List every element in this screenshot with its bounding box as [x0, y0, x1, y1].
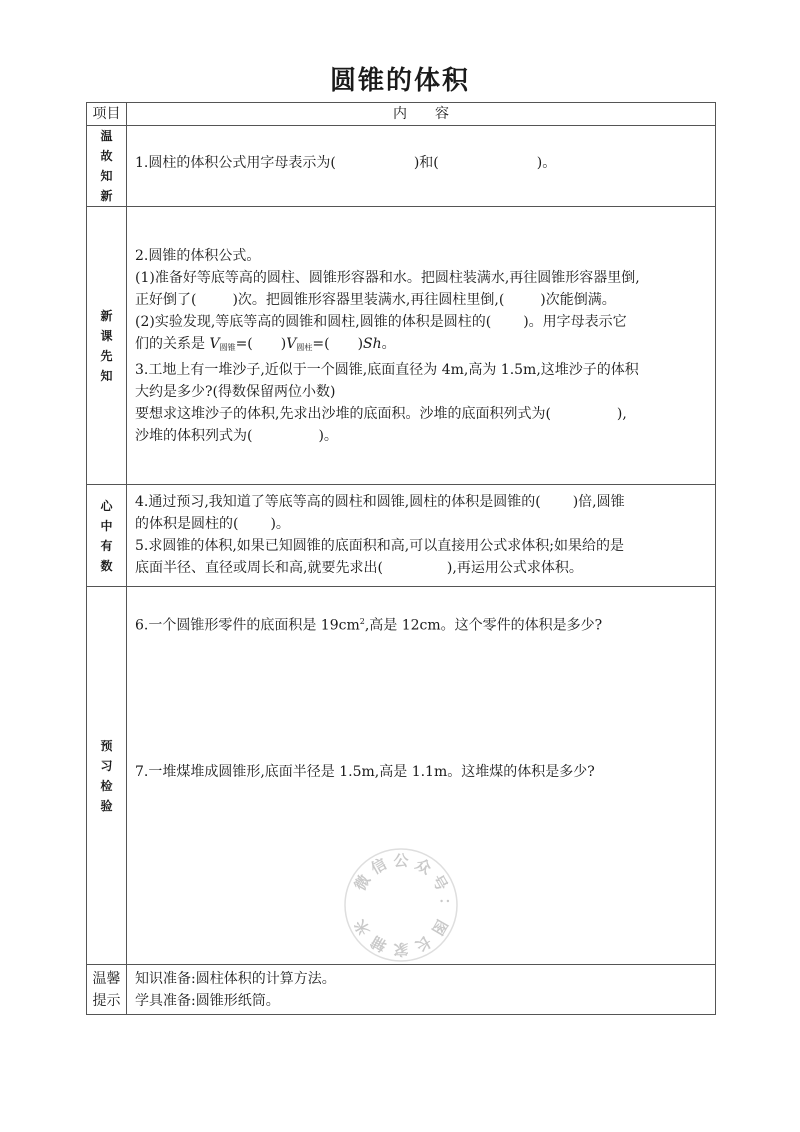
label-char: 新 — [100, 308, 113, 323]
q1-text-c: )。 — [536, 155, 557, 171]
q6-text-b: ,高是 12cm。这个零件的体积是多少? — [364, 617, 603, 634]
tip-line-2: 学具准备:圆锥形纸筒。 — [135, 992, 280, 1009]
q3-line-b: 大约是多少?(得数保留两位小数) — [135, 384, 336, 400]
q4-text-d: )。 — [270, 516, 290, 532]
header-content: 内 容 — [127, 103, 716, 126]
label-char: 心 — [100, 498, 113, 513]
q3-line-a: 3.工地上有一堆沙子,近似于一个圆锥,底面直径为 4m,高为 1.5m,这堆沙子的体积 — [135, 362, 639, 378]
question-5 — [135, 535, 707, 579]
section-mind — [87, 485, 716, 587]
label-char: 故 — [100, 149, 113, 163]
watermark-char: 图 — [427, 916, 452, 939]
section-new-lesson — [87, 207, 716, 485]
watermark-char: 号 — [427, 871, 452, 894]
var-sh: Sh — [363, 336, 382, 352]
new-lesson-content — [127, 207, 716, 485]
section-label-check — [87, 587, 127, 965]
review-content — [127, 126, 716, 207]
q2-2-text-b: )。用字母表示它 — [523, 314, 627, 330]
q4-text-b: )倍,圆锥 — [572, 494, 625, 510]
q5-line-a: 5.求圆锥的体积,如果已知圆锥的底面积和高,可以直接用公式求体积;如果给的是 — [135, 538, 624, 554]
label-char: 有 — [100, 538, 113, 553]
q1-text-a: 1.圆柱的体积公式用字母表示为( — [135, 155, 336, 171]
header-item: 项目 — [87, 103, 127, 126]
tips-content — [127, 965, 716, 1015]
q2-1-text-c: )次。把圆锥形容器里装满水,再往圆柱里倒,( — [232, 292, 505, 308]
eq-open-2: =( — [312, 336, 330, 352]
page-title: 圆锥的体积 — [329, 66, 470, 96]
label-char: 验 — [100, 798, 113, 813]
label-char: 预 — [100, 738, 113, 753]
q5-text-c: ),再运用公式求体积。 — [446, 560, 583, 576]
table-header-row — [87, 103, 716, 126]
section-tips — [87, 965, 716, 1015]
question-7: 7.一堆煤堆成圆锥形,底面半径是 1.5m,高是 1.1m。这堆煤的体积是多少? — [135, 763, 595, 780]
section-label-review — [87, 126, 127, 207]
var-v-cone: V — [209, 336, 220, 352]
q3-line-e — [135, 425, 707, 447]
sub-cyl: 圆柱 — [296, 343, 313, 352]
q1-text-b: )和( — [413, 155, 439, 171]
mind-content — [127, 485, 716, 587]
q2-2-text-a: (2)实验发现,等底等高的圆锥和圆柱,圆锥的体积是圆柱的( — [135, 314, 492, 330]
q3-text-d: ), — [616, 406, 627, 422]
q3-line-c — [135, 403, 707, 425]
q5-line-b — [135, 557, 707, 579]
q4-line-c — [135, 513, 707, 535]
sub-cone: 圆锥 — [219, 343, 236, 352]
label-char: 数 — [100, 558, 113, 573]
q4-line-a — [135, 491, 707, 513]
question-1 — [135, 152, 707, 174]
label-char: 知 — [100, 368, 113, 383]
label-char: 中 — [100, 518, 113, 533]
watermark-char: 长 — [412, 931, 435, 956]
section-label-mind — [87, 485, 127, 587]
q2-1-line-b — [135, 289, 707, 311]
watermark-char: 家 — [393, 940, 409, 959]
q2-title: 2.圆锥的体积公式。 — [135, 248, 261, 264]
watermark-stamp — [336, 840, 466, 970]
label-char: 知 — [100, 169, 113, 183]
watermark-chars — [351, 852, 455, 959]
label-line: 温馨 — [92, 970, 121, 987]
var-v-cyl: V — [286, 336, 297, 352]
q3-text-f: )。 — [318, 428, 338, 444]
label-char: 温 — [100, 129, 113, 143]
section-label-new-lesson — [87, 207, 127, 485]
q2-2-text-c: 们的关系是 — [135, 336, 210, 352]
question-2 — [135, 245, 707, 359]
watermark-char: ： — [436, 897, 455, 913]
q2-2-formula — [135, 333, 707, 359]
paren-close-1: ) — [280, 336, 287, 352]
watermark-char: 微 — [350, 871, 375, 894]
q6-sup: 2 — [359, 617, 365, 626]
q6-text-a: 6.一个圆锥形零件的底面积是 19cm — [135, 617, 360, 634]
tip-line-1: 知识准备:圆柱体积的计算方法。 — [135, 970, 336, 987]
watermark-char: 信 — [367, 854, 390, 879]
q4-text-c: 的体积是圆柱的( — [135, 516, 239, 532]
section-label-tips — [87, 965, 127, 1015]
period: 。 — [381, 336, 396, 352]
q2-1-text-d: )次能倒满。 — [540, 292, 616, 308]
q5-text-b: 底面半径、直径或周长和高,就要先求出( — [135, 560, 383, 576]
q2-2-line-a — [135, 311, 707, 333]
question-3 — [135, 359, 707, 447]
q6-answer-area[interactable] — [135, 637, 707, 761]
label-char: 先 — [100, 348, 113, 363]
label-line: 提示 — [92, 992, 121, 1009]
q4-text-a: 4.通过预习,我知道了等底等高的圆柱和圆锥,圆柱的体积是圆锥的( — [135, 494, 541, 510]
watermark-char: 公 — [393, 851, 409, 870]
label-char: 课 — [100, 328, 113, 343]
q3-text-c: 要想求这堆沙子的体积,先求出沙堆的底面积。沙堆的底面积列式为( — [135, 406, 551, 422]
watermark-char: 辅 — [367, 931, 390, 956]
q2-1-line-a: (1)准备好等底等高的圆柱、圆锥形容器和水。把圆柱装满水,再往圆锥形容器里倒, — [135, 270, 640, 286]
question-6 — [135, 611, 707, 637]
question-4 — [135, 491, 707, 535]
label-char: 新 — [100, 189, 113, 203]
q3-text-e: 沙堆的体积列式为( — [135, 428, 253, 444]
label-char: 检 — [100, 778, 113, 793]
watermark-char: 众 — [412, 854, 435, 879]
q2-1-text-b: 正好倒了( — [135, 292, 197, 308]
watermark-char: 米 — [350, 916, 375, 939]
paren-close-2: ) — [357, 336, 364, 352]
eq-open-1: =( — [235, 336, 253, 352]
label-char: 习 — [100, 758, 113, 773]
section-review — [87, 126, 716, 207]
